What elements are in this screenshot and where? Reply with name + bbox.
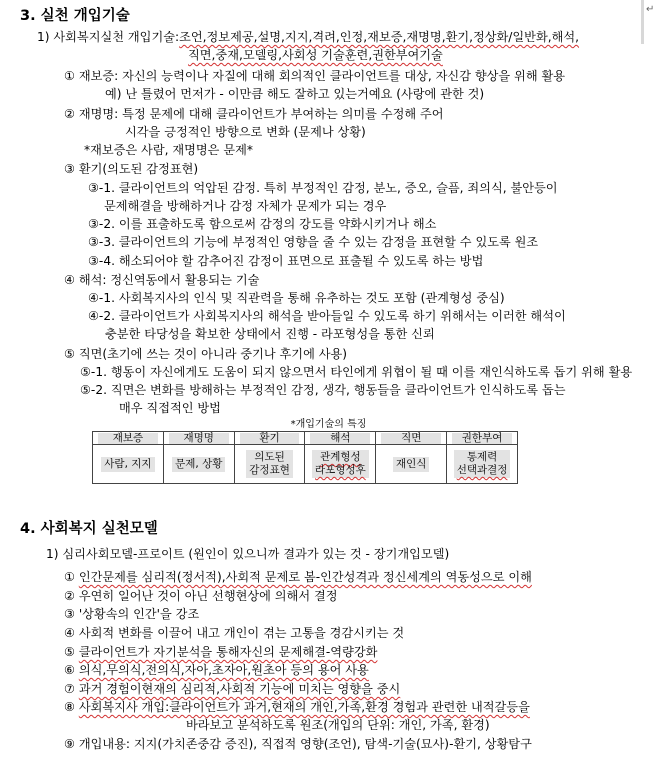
item-number: ⑤ [64, 645, 75, 659]
item-4 [64, 271, 259, 289]
table-cell [93, 445, 164, 484]
sub-text: 이를 표출하도록 함으로써 감정의 강도를 약화시키거나 해소 [118, 217, 437, 231]
item-number: ③ [64, 162, 75, 176]
sub-text: 클라이언트의 기능에 부정적인 영향을 줄 수 있는 감정을 표현할 수 있도록 원조 [118, 235, 539, 249]
sub-5-1 [80, 363, 632, 381]
item-2 [64, 105, 444, 123]
table-cell [234, 445, 305, 484]
sub-number: ③-1. [88, 181, 115, 195]
cell-text [246, 450, 293, 478]
table-header-row [93, 432, 518, 445]
table-header-cell [305, 432, 376, 445]
sub-text: 클라이언트의 억압된 감정. 특히 부정적인 감정, 분노, 증오, 슬픔, 죄의식, 불안등이 [118, 181, 558, 195]
cell-line-2: 선택과결정 [456, 464, 508, 476]
techniques-table [92, 431, 518, 484]
cell-line-1: 통제력 [466, 451, 498, 463]
header-label: 권한부여 [452, 433, 512, 444]
cell-text: 문제, 상황 [172, 457, 225, 472]
item-text: 사회적 변화를 이끌어 내고 개인이 겪는 고통을 경감시키는 것 [78, 626, 405, 640]
cell-text [312, 450, 369, 478]
item-number: ① [64, 570, 75, 584]
item-3 [64, 160, 198, 178]
sub-3-3 [88, 233, 538, 251]
sub-4-2 [88, 307, 566, 325]
table-header-cell [447, 432, 518, 445]
item-number: ② [64, 589, 75, 603]
item-text: 과거 경험이현재의 심리적,사회적 기능에 미치는 영향을 중시 [78, 682, 401, 696]
table-header-cell [234, 432, 305, 445]
cell-text [454, 450, 511, 478]
sub-5-2 [80, 381, 566, 399]
table-cell [447, 445, 518, 484]
sub-number: ⑤-1. [80, 365, 107, 379]
sub-5-2-line-2: 매우 직접적인 방법 [119, 401, 221, 415]
item-text: 개입내용: 지지(가치존중감 증진), 직접적 영향(조언), 탐색-기술(묘사)-환기, 상황탐구 [78, 737, 532, 751]
item-text: 사회복지사 개입:클라이언트가 과거,현재의 개인,가족,환경 경험과 관련한 내적갈등을 [78, 700, 530, 714]
model-item-4 [64, 624, 404, 642]
model-item-7 [64, 680, 400, 698]
item-1 [64, 67, 565, 85]
model-item-9 [64, 735, 532, 753]
item-text: 인간문제를 심리적(정서적),사회적 문제로 봄-인간성격과 정신세계의 역동성으로 이해 [78, 570, 532, 584]
cell-text: 재인식 [393, 457, 429, 472]
model-item-2 [64, 587, 338, 605]
sub-number: ③-2. [88, 217, 115, 231]
table-header-cell [376, 432, 447, 445]
table-cell [376, 445, 447, 484]
header-label: 환기 [240, 433, 300, 444]
sub-4-2-line-2: 충분한 타당성을 확보한 상태에서 진행 - 라포형성을 통한 신뢰 [105, 327, 435, 341]
header-label: 직면 [381, 433, 441, 444]
item-number: ④ [64, 273, 75, 287]
item-number: ① [64, 69, 75, 83]
item-text: 해석: 정신역동에서 활용되는 기술 [78, 273, 260, 287]
section-3-title: 3. 실천 개입기술 [20, 8, 130, 24]
model-item-5 [64, 643, 377, 661]
model-item-1 [64, 568, 532, 586]
table-cell [305, 445, 376, 484]
table-header-cell [93, 432, 164, 445]
cell-text: 사람, 지지 [101, 457, 154, 472]
item-number: ⑥ [64, 663, 75, 677]
item-2-line-2: 시각을 긍정적인 방향으로 변화 (문제나 상황) [125, 125, 366, 139]
item-5 [64, 345, 347, 363]
item-text: 직면(초기에 쓰는 것이 아니라 중기나 후기에 사용) [78, 347, 348, 361]
sub-3-2 [88, 215, 436, 233]
sub-3-1-line-2: 문제해결을 방해하거나 감정 자체가 문제가 되는 경우 [104, 199, 387, 213]
item-number: ⑤ [64, 347, 75, 361]
sub-number: ③-4. [88, 254, 115, 268]
sub-number: ⑤-2. [80, 383, 107, 397]
intro-prefix: 1) 사회복지실천 개입기술: [37, 30, 180, 44]
table-cell [163, 445, 234, 484]
intro-list: 조언,정보제공,설명,지지,격려,인정,재보증,재명명,환기,정상화/일반화,해석, [179, 30, 580, 44]
cell-line-1: 관계형성 [320, 451, 361, 463]
cell-line-2: 라포형성후 [315, 464, 366, 476]
item-number: ⑧ [64, 700, 75, 714]
item-text: 의식,무의식,전의식,자아,초자아,원초아 등의 용어 사용 [78, 663, 369, 677]
item-text: 환기(의도된 감정표현) [78, 162, 199, 176]
sub-3-4 [88, 252, 483, 270]
table-body-row [93, 445, 518, 484]
paragraph-mark-icon: ↵ [646, 4, 655, 15]
item-1-line-2: 예) 난 틀렸어 먼저가 - 이만큼 해도 잘하고 있는거예요 (사랑에 관한 것) [105, 87, 485, 101]
item-text: 재보증: 자신의 능력이나 자질에 대해 회의적인 클라이언트를 대상, 자신감 향상을 위해 활용 [78, 69, 566, 83]
section-4-title: 4. 사회복지 실천모델 [20, 521, 158, 537]
sub-number: ③-3. [88, 235, 115, 249]
item-number: ② [64, 107, 75, 121]
item-text: 우연히 일어난 것이 아닌 선행현상에 의해서 결정 [78, 589, 338, 603]
sub-number: ④-1. [88, 291, 115, 305]
cell-line-1: 의도된 [254, 451, 285, 463]
sub-text: 해소되어야 할 감추어진 감정이 표면으로 표출될 수 있도록 하는 방법 [118, 254, 484, 268]
sub-4-1 [88, 289, 505, 307]
model-item-8-line-2: 바라보고 분석하도록 원조(개입의 단위: 개인, 가족, 환경) [186, 718, 490, 732]
note: *재보증은 사람, 재명명은 문제* [84, 143, 253, 157]
header-label: 해석 [310, 433, 370, 444]
sub-3-1 [88, 179, 558, 197]
intro-line-1 [37, 28, 579, 46]
item-number: ③ [64, 607, 75, 621]
model-item-8 [64, 698, 530, 716]
model-item-6 [64, 661, 369, 679]
model-item-3 [64, 605, 199, 623]
sub-heading-1: 1) 심리사회모델-프로이트 (원인이 있으니까 결과가 있는 것 - 장기개입모델) [46, 547, 450, 561]
sub-text: 사회복지사의 인식 및 직관력을 통해 유추하는 것도 포함 (관계형성 중심) [118, 291, 505, 305]
sub-number: ④-2. [88, 309, 115, 323]
cell-line-2: 감정표현 [249, 464, 290, 476]
header-label: 재명명 [169, 433, 229, 444]
header-label: 재보증 [98, 433, 158, 444]
sub-text: 직면은 변화를 방해하는 부정적인 감정, 생각, 행동들을 클라이언트가 인식하도록 돕는 [110, 383, 566, 397]
intro-line-2: 직면,중재,모델링,사회성 기술훈련,권한부여기술 [188, 48, 443, 62]
sub-text: 클라이언트가 사회복지사의 해석을 받아들일 수 있도록 하기 위해서는 이러한 해석이 [118, 309, 566, 323]
item-number: ④ [64, 626, 75, 640]
item-text: '상황속의 인간'을 강조 [78, 607, 200, 621]
item-number: ⑨ [64, 737, 75, 751]
table-header-cell [163, 432, 234, 445]
item-text: 클라이언트가 자기분석을 통해자신의 문제해결-역량강화 [78, 645, 378, 659]
item-text: 재명명: 특정 문제에 대해 클라이언트가 부여하는 의미를 수정해 주어 [78, 107, 444, 121]
item-number: ⑦ [64, 682, 75, 696]
sub-text: 행동이 자신에게도 도움이 되지 않으면서 타인에게 위협이 될 때 이를 재인식하도록 돕기 위해 활용 [110, 365, 633, 379]
page-margin-bar [641, 0, 644, 44]
table-caption: *개입기술의 특징 [290, 419, 367, 430]
